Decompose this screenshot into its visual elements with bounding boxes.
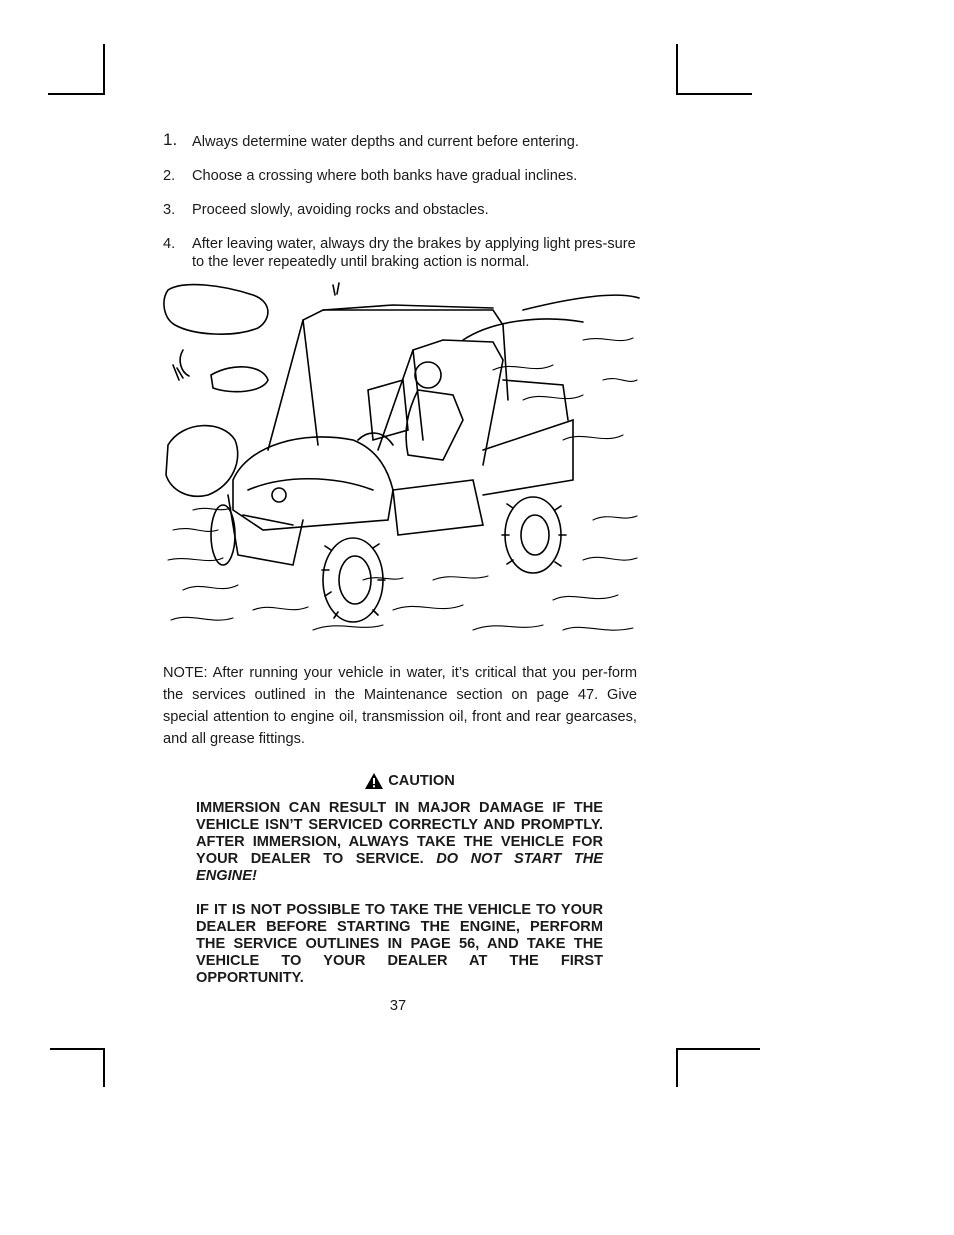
instruction-number: 1.: [163, 130, 178, 149]
crop-mark-top-right-vertical: [676, 44, 678, 94]
caution-paragraph: [196, 800, 603, 885]
crop-mark-top-left-horizontal: [48, 93, 105, 95]
instruction-item: [163, 201, 643, 219]
instruction-text: Choose a crossing where both banks have gradual inclines.: [192, 168, 578, 184]
warning-triangle-icon: [364, 772, 384, 790]
caution-box: [196, 772, 603, 987]
instruction-item: [163, 235, 643, 271]
instruction-number: 2.: [163, 168, 176, 184]
instruction-number: 3.: [163, 202, 176, 218]
instruction-item: [163, 130, 643, 151]
instruction-text: Always determine water depths and current before entering.: [192, 134, 579, 150]
instruction-number: 4.: [163, 236, 176, 252]
caution-text-1: IMMERSION CAN RESULT IN MAJOR DAMAGE IF THE VEHICLE ISN’T SERVICED CORRECTLY AND PROMPTLY. AFTER IMMERSION, ALWAYS TAKE THE VEHICLE FOR YOUR DEALER TO SERVICE.: [196, 800, 603, 867]
instruction-text: After leaving water, always dry the brakes by applying light pres-sure to the lever repeatedly until braking action is normal.: [192, 236, 636, 270]
caution-heading: [216, 772, 603, 790]
page-number: 37: [389, 998, 407, 1014]
caution-emphasis: DO NOT START THE ENGINE!: [196, 851, 603, 884]
caution-title: CAUTION: [388, 772, 455, 789]
instruction-item: [163, 167, 643, 185]
maintenance-note: NOTE: After running your vehicle in water, it’s critical that you per-form the services outlined in the Maintenance section on page 47. Give special attention to engine oil, transmission oil, front and rear gearcases, and all grease fittings.: [163, 665, 637, 747]
crop-mark-bottom-left-vertical: [103, 1048, 105, 1087]
crop-mark-bottom-right-vertical: [676, 1048, 678, 1087]
crop-mark-top-left-vertical: [103, 44, 105, 94]
crop-mark-bottom-right-horizontal: [676, 1048, 760, 1050]
utv-water-crossing-illustration: [163, 280, 640, 650]
instruction-text: Proceed slowly, avoiding rocks and obstacles.: [192, 202, 489, 218]
crop-mark-top-right-horizontal: [676, 93, 752, 95]
water-crossing-instructions: [163, 130, 643, 287]
caution-paragraph: IF IT IS NOT POSSIBLE TO TAKE THE VEHICLE TO YOUR DEALER BEFORE STARTING THE ENGINE, PERFORM THE SERVICE OUTLINES IN PAGE 56, AND TAKE THE VEHICLE TO YOUR DEALER AT THE FIRST OPPORTUNITY.: [196, 902, 603, 986]
crop-mark-bottom-left-horizontal: [50, 1048, 105, 1050]
